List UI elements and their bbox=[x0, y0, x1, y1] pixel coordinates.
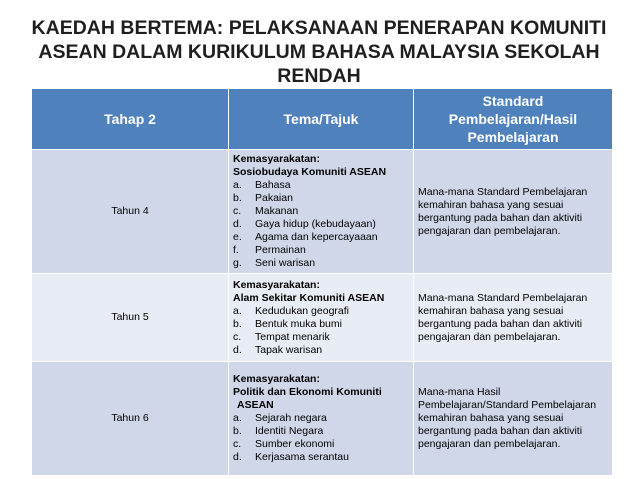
theme-list bbox=[233, 305, 409, 357]
year-cell: Tahun 6 bbox=[32, 362, 229, 476]
list-item: c. Sumber ekonomi bbox=[233, 438, 335, 450]
slide-title: KAEDAH BERTEMA: PELAKSANAAN PENERAPAN KOMUNITI ASEAN DALAM KURIKULUM BAHASA MALAYSIA SEKOLAH RENDAH bbox=[31, 17, 607, 87]
theme-cell bbox=[229, 362, 414, 476]
list-item: a. Kedudukan geografi bbox=[233, 304, 349, 317]
standard-cell: Mana-mana Standard Pembelajaran kemahiran bahasa yang sesuai bergantung pada bahan dan aktiviti pengajaran dan pembelajaran. bbox=[414, 274, 613, 362]
theme-list bbox=[233, 179, 409, 270]
theme-title: Alam Sekitar Komuniti ASEAN bbox=[233, 291, 385, 304]
header-standard: Standard Pembelajaran/Hasil Pembelajaran bbox=[414, 89, 613, 150]
list-item: b. Identiti Negara bbox=[233, 425, 324, 437]
curriculum-table bbox=[31, 88, 613, 476]
table-row bbox=[32, 362, 613, 476]
standard-cell: Mana-mana Standard Pembelajaran kemahiran bahasa yang sesuai bergantung pada bahan dan aktiviti pengajaran dan pembelajaran. bbox=[414, 150, 613, 274]
list-item: d. Kerjasama serantau bbox=[233, 451, 349, 463]
theme-cell bbox=[229, 274, 414, 362]
theme-title: Politik dan Ekonomi Komuniti bbox=[233, 386, 382, 398]
header-tahap: Tahap 2 bbox=[32, 89, 229, 150]
standard-cell: Mana-mana Hasil Pembelajaran/Standard Pembelajaran kemahiran bahasa yang sesuai bergantung pada bahan dan aktiviti pengajaran dan pembelajaran. bbox=[414, 362, 613, 476]
list-item: d. Gaya hidup (kebudayaan) bbox=[233, 218, 376, 230]
table-row bbox=[32, 150, 613, 274]
list-item: c. Makanan bbox=[233, 205, 299, 217]
list-item: g. Seni warisan bbox=[233, 257, 316, 269]
list-item: f. Permainan bbox=[233, 244, 306, 256]
theme-title: Sosiobudaya Komuniti ASEAN bbox=[233, 166, 387, 178]
list-item: d. Tapak warisan bbox=[233, 343, 323, 356]
list-item: b. Bentuk muka bumi bbox=[233, 317, 342, 330]
theme-cell bbox=[229, 150, 414, 274]
list-item: a. Bahasa bbox=[233, 179, 291, 191]
table-header-row bbox=[32, 89, 613, 150]
list-item: a. Sejarah negara bbox=[233, 412, 327, 424]
theme-category: Kemasyarakatan: bbox=[233, 373, 320, 385]
list-item: b. Pakaian bbox=[233, 192, 293, 204]
list-item: e. Agama dan kepercayaaan bbox=[233, 231, 378, 243]
list-item: c. Tempat menarik bbox=[233, 330, 330, 343]
table-row bbox=[32, 274, 613, 362]
year-cell: Tahun 4 bbox=[32, 150, 229, 274]
theme-category: Kemasyarakatan: bbox=[233, 278, 320, 291]
theme-list bbox=[233, 412, 409, 464]
year-cell: Tahun 5 bbox=[32, 274, 229, 362]
theme-title-cont: ASEAN bbox=[237, 399, 274, 411]
header-tema: Tema/Tajuk bbox=[229, 89, 414, 150]
theme-category: Kemasyarakatan: bbox=[233, 153, 320, 165]
